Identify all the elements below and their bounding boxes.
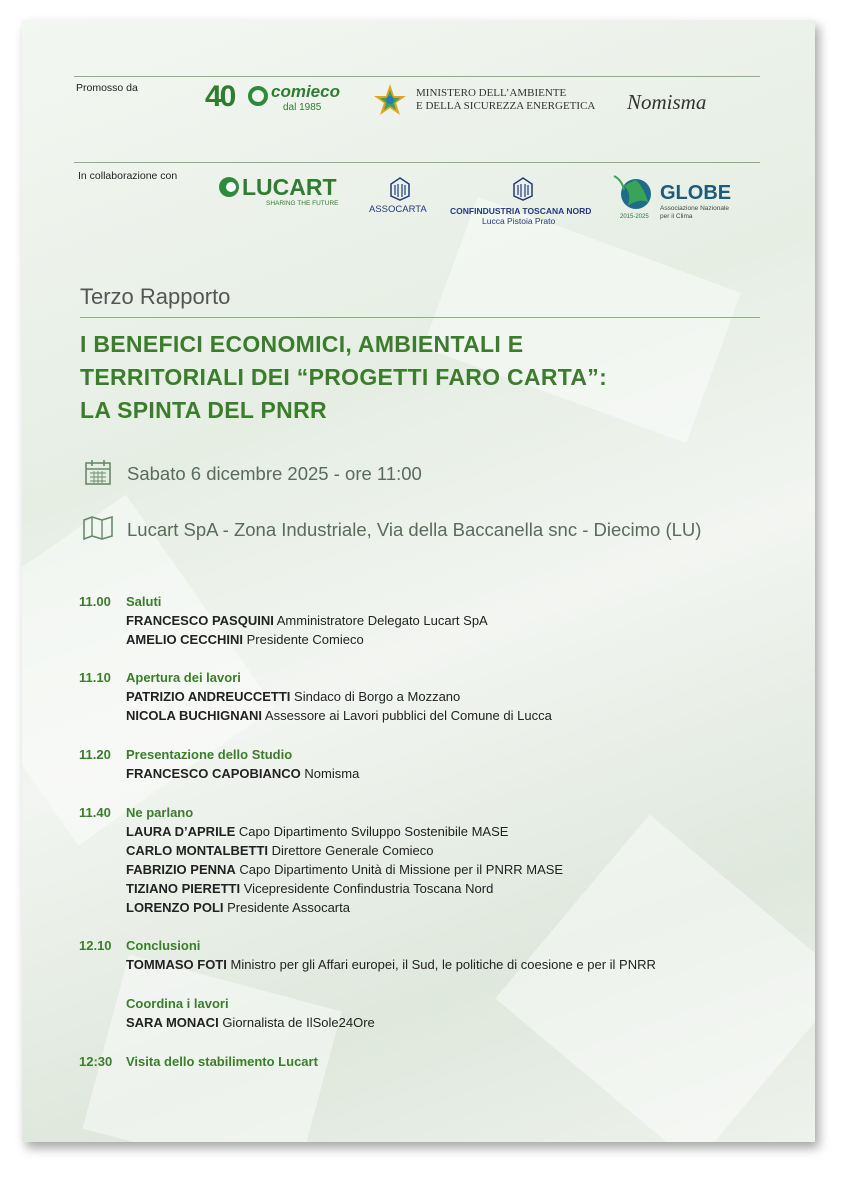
lucart-mark-icon [218,176,240,198]
speaker-role: Giornalista de IlSole24Ore [222,1015,375,1030]
speaker-row [126,900,350,915]
confindustria-line1: CONFINDUSTRIA TOSCANA NORD [450,206,592,216]
globe-sub2: per il Clima [660,213,693,220]
speaker-role: Vicepresidente Confindustria Toscana Nord [243,881,494,896]
lucart-tagline: SHARING THE FUTURE [266,200,339,207]
speaker-name: TOMMASO FOTI [126,957,227,972]
slot-time: 12:30 [79,1054,113,1069]
speaker-row [126,689,460,704]
report-title [80,328,760,427]
speaker-name: FABRIZIO PENNA [126,862,236,877]
recycle-icon [247,85,269,107]
ministry-line1: MINISTERO DELL’AMBIENTE [416,87,567,99]
speaker-row [126,824,508,839]
globe-sub1: Associazione Nazionale [660,205,730,212]
comieco-name: comieco [271,82,340,101]
speaker-name: PATRIZIO ANDREUCCETTI [126,689,291,704]
comieco-number: 40 [205,80,235,113]
speaker-role: Assessore ai Lavori pubblici del Comune di Lucca [264,708,552,723]
report-kicker: Terzo Rapporto [80,284,231,309]
background-facet [82,955,341,1142]
slot-title: Visita dello stabilimento Lucart [126,1054,318,1069]
slot-time: 11.40 [79,805,111,820]
speaker-name: LAURA D’APRILE [126,824,236,839]
comieco-since: dal 1985 [283,102,322,113]
comieco-logo [205,80,345,120]
nomisma-logo: Nomisma [627,90,707,114]
speaker-row [126,862,563,877]
calendar-icon [84,458,112,486]
slot-title: Apertura dei lavori [126,670,241,685]
star-emblem-icon [372,82,408,118]
speaker-name: SARA MONACI [126,1015,219,1030]
speaker-role: Ministro per gli Affari europei, il Sud, le politiche di coesione e per il PNRR [230,957,656,972]
speaker-role: Capo Dipartimento Unità di Missione per il PNRR MASE [239,862,564,877]
title-line3: LA SPINTA DEL PNRR [80,397,327,423]
speaker-row [126,632,364,647]
slot-title: Ne parlano [126,805,194,820]
speaker-role: Direttore Generale Comieco [271,843,434,858]
speaker-name: NICOLA BUCHIGNANI [126,708,263,723]
title-line2: TERRITORIALI DEI “PROGETTI FARO CARTA”: [80,364,608,390]
speaker-row [126,957,656,972]
ministry-logo [372,82,602,118]
divider [74,76,760,77]
confindustria-line2: Lucca Pistoia Prato [482,216,556,226]
speaker-row [126,843,434,858]
event-date: Sabato 6 dicembre 2025 - ore 11:00 [127,463,422,484]
confindustria-eagle-icon [510,176,536,202]
slot-time: 12.10 [79,938,112,953]
speaker-role: Presidente Comieco [246,632,364,647]
collab-label: In collaborazione con [78,170,178,182]
speaker-name: LORENZO POLI [126,900,224,915]
slot-time: 11.20 [79,747,111,762]
speaker-role: Sindaco di Borgo a Mozzano [294,689,461,704]
speaker-role: Nomisma [304,766,360,781]
slot-time: 11.00 [79,594,111,609]
slot-title: Conclusioni [126,938,201,953]
map-icon [82,514,114,540]
speaker-row [126,708,552,723]
speaker-role: Presidente Assocarta [227,900,350,915]
title-line1: I BENEFICI ECONOMICI, AMBIENTALI E [80,331,524,357]
slot-time: 11.10 [79,670,111,685]
speaker-name: CARLO MONTALBETTI [126,843,269,858]
confindustria-logo [450,176,596,228]
flyer-page [22,20,815,1142]
slot-title: Presentazione dello Studio [126,747,293,762]
speaker-name: TIZIANO PIERETTI [126,881,241,896]
speaker-name: FRANCESCO CAPOBIANCO [126,766,301,781]
globe-name: GLOBE [660,182,732,204]
speaker-row [126,613,488,628]
speaker-role: Capo Dipartimento Sviluppo Sostenibile MASE [238,824,509,839]
globe-logo [610,172,760,224]
divider [74,162,760,163]
globe-icon [610,172,654,216]
speaker-row [126,1015,375,1030]
ministry-line2: E DELLA SICUREZZA ENERGETICA [416,100,596,112]
title-divider [80,317,760,318]
lucart-name: LUCART [242,174,337,200]
globe-years: 2015-2025 [620,214,649,220]
slot-title: Coordina i lavori [126,996,229,1011]
speaker-name: FRANCESCO PASQUINI [126,613,274,628]
confindustria-eagle-icon [387,176,413,202]
assocarta-name: ASSOCARTA [369,204,427,215]
speaker-role: Amministratore Delegato Lucart SpA [276,613,488,628]
event-location: Lucart SpA - Zona Industriale, Via della Baccanella snc - Diecimo (LU) [127,519,702,540]
assocarta-logo [367,176,433,216]
lucart-logo [218,174,348,210]
speaker-row [126,766,359,781]
speaker-row [126,881,493,896]
slot-title: Saluti [126,594,162,609]
speaker-name: AMELIO CECCHINI [126,632,243,647]
promoted-label: Promosso da [76,82,138,94]
